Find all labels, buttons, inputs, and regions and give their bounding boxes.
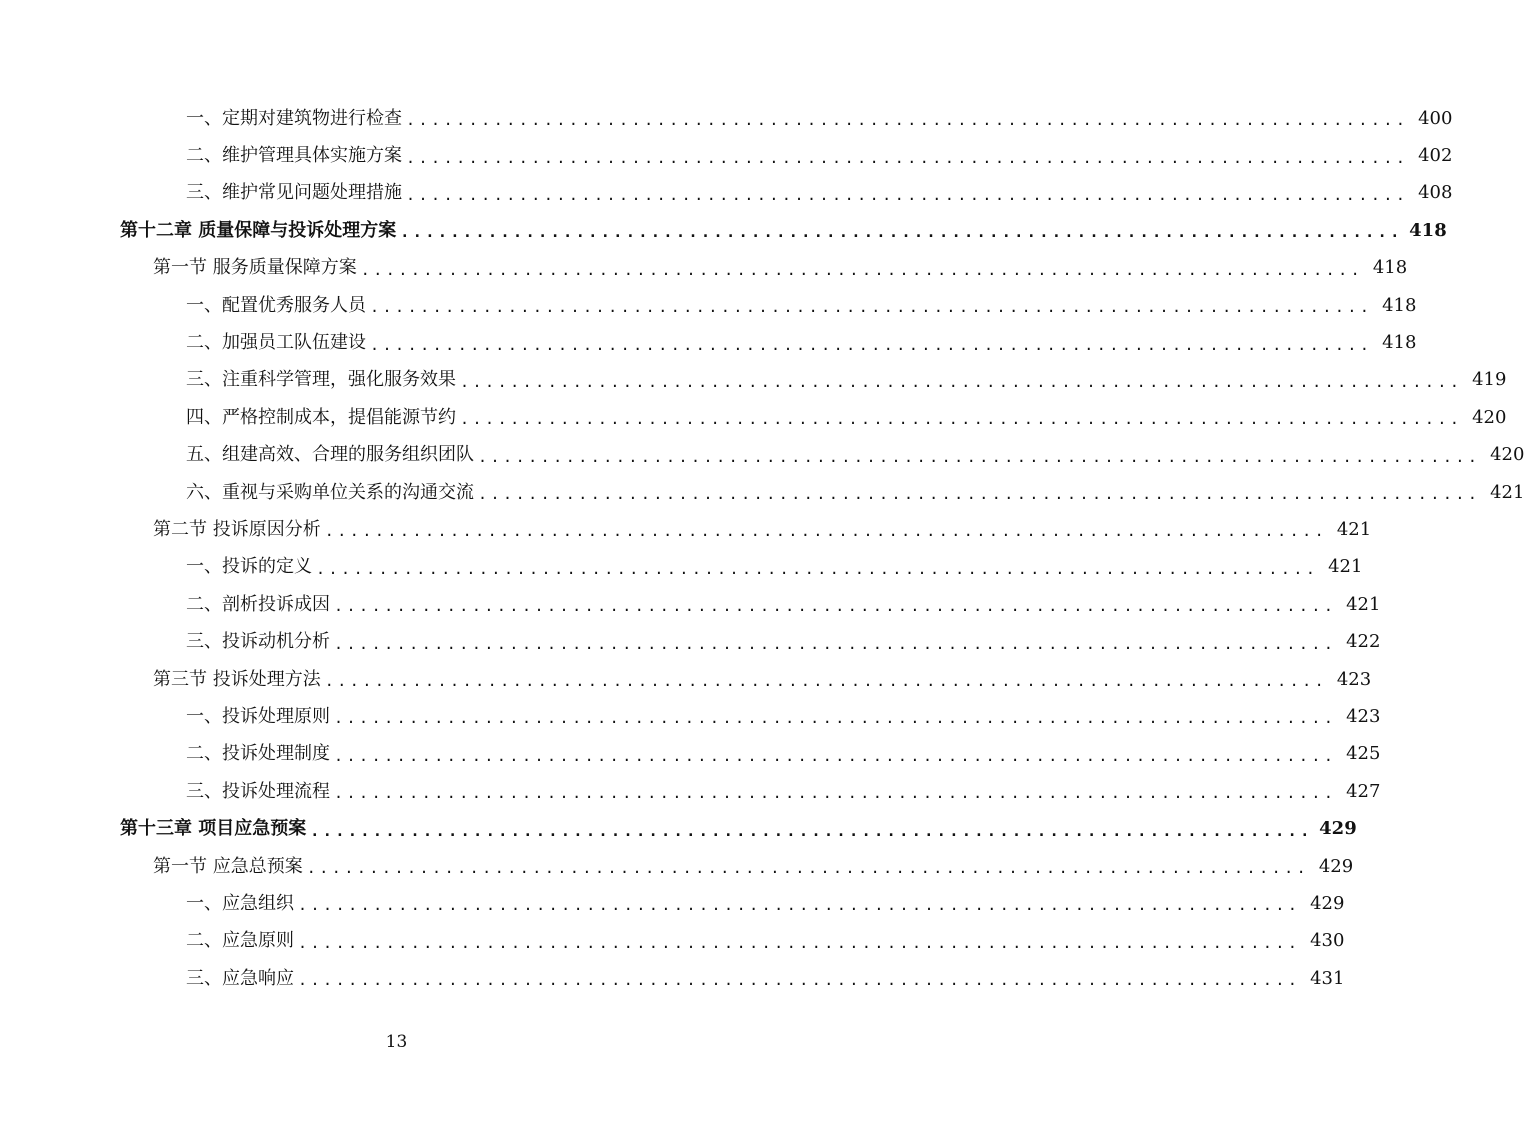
toc-subsection-entry[interactable] [0, 885, 1345, 922]
toc-subsection-entry[interactable] [0, 137, 1453, 174]
toc-dot-leader: ................................................................................ [334, 784, 1337, 803]
toc-subsection-entry[interactable] [0, 437, 1524, 474]
toc-dot-leader: ................................................................................ [370, 298, 1373, 317]
toc-dot-leader: ................................................................................ [334, 597, 1337, 616]
toc-subsection-entry[interactable] [0, 736, 1381, 773]
toc-entry-page: 420 [1490, 444, 1524, 466]
toc-entry-title: 二、加强员工队伍建设 [186, 332, 366, 354]
toc-entry-page: 400 [1418, 107, 1453, 129]
toc-entry-title: 一、投诉处理原则 [186, 705, 330, 727]
toc-entry-title: 二、应急原则 [186, 930, 294, 952]
toc-entry-page: 429 [1318, 855, 1354, 877]
toc-subsection-entry[interactable] [0, 100, 1453, 137]
toc-entry-page: 429 [1310, 892, 1345, 914]
toc-entry-title: 一、应急组织 [186, 892, 294, 914]
toc-entry-page: 408 [1418, 182, 1453, 204]
toc-subsection-entry[interactable] [0, 623, 1381, 660]
toc-entry-title: 三、注重科学管理，强化服务效果 [186, 369, 456, 391]
toc-dot-leader: ................................................................................ [460, 410, 1463, 429]
toc-chapter-entry[interactable] [0, 212, 1447, 249]
toc-dot-leader: ................................................................................ [334, 746, 1337, 765]
toc-dot-leader: ................................................................................ [406, 185, 1409, 204]
toc-entry-page: 402 [1418, 145, 1453, 167]
toc-subsection-entry[interactable] [0, 287, 1417, 324]
toc-dot-leader: ................................................................................ [478, 447, 1481, 466]
toc-entry-title: 二、维护管理具体实施方案 [186, 145, 402, 167]
toc-section-entry[interactable] [0, 511, 1372, 548]
toc-dot-leader: ................................................................................ [298, 971, 1301, 990]
toc-entry-title: 第二节 投诉原因分析 [153, 518, 321, 540]
toc-entry-title: 三、应急响应 [186, 967, 294, 989]
toc-entry-title: 六、重视与采购单位关系的沟通交流 [186, 481, 474, 503]
toc-entry-title: 四、严格控制成本，提倡能源节约 [186, 406, 456, 428]
toc-subsection-entry[interactable] [0, 362, 1507, 399]
toc-entry-title: 第一节 服务质量保障方案 [153, 257, 357, 279]
toc-entry-title: 五、组建高效、合理的服务组织团队 [186, 444, 474, 466]
toc-dot-leader: ................................................................................ [306, 859, 1310, 877]
toc-entry-page: 421 [1336, 518, 1372, 540]
toc-entry-page: 423 [1336, 668, 1372, 690]
toc-subsection-entry[interactable] [0, 586, 1381, 623]
toc-section-entry[interactable] [0, 848, 1354, 885]
toc-dot-leader: ................................................................................ [406, 148, 1409, 167]
toc-subsection-entry[interactable] [0, 773, 1381, 810]
toc-dot-leader: ................................................................................ [324, 672, 1328, 691]
toc-entry-title: 一、配置优秀服务人员 [186, 294, 366, 316]
table-of-contents [0, 100, 1524, 997]
toc-entry-page: 420 [1472, 406, 1507, 428]
toc-entry-page: 430 [1310, 930, 1345, 952]
toc-subsection-entry[interactable] [0, 175, 1453, 212]
toc-entry-title: 三、投诉动机分析 [186, 631, 330, 653]
toc-subsection-entry[interactable] [0, 698, 1381, 735]
toc-entry-page: 421 [1490, 481, 1524, 503]
toc-dot-leader: ................................................................................ [478, 485, 1481, 504]
toc-entry-title: 第十二章 质量保障与投诉处理方案 [120, 219, 397, 241]
toc-entry-page: 418 [1409, 219, 1447, 241]
toc-entry-page: 425 [1346, 743, 1381, 765]
toc-dot-leader: ................................................................................ [370, 335, 1373, 354]
toc-dot-leader: ................................................................................ [334, 709, 1337, 728]
toc-dot-leader: ................................................................................ [310, 821, 1313, 840]
toc-entry-title: 一、定期对建筑物进行检查 [186, 107, 402, 129]
toc-subsection-entry[interactable] [0, 399, 1507, 436]
toc-dot-leader: ................................................................................ [360, 260, 1364, 279]
toc-dot-leader: ................................................................................ [298, 896, 1301, 915]
toc-entry-page: 421 [1346, 593, 1381, 615]
toc-dot-leader: ................................................................................ [406, 111, 1409, 130]
toc-dot-leader: ................................................................................ [298, 933, 1301, 952]
toc-dot-leader: ................................................................................ [316, 559, 1319, 578]
toc-entry-title: 二、剖析投诉成因 [186, 593, 330, 615]
toc-dot-leader: ................................................................................ [324, 522, 1328, 541]
page-number: 13 [385, 1032, 408, 1052]
toc-dot-leader: ................................................................................ [334, 634, 1337, 653]
toc-entry-page: 431 [1310, 967, 1345, 989]
toc-subsection-entry[interactable] [0, 549, 1363, 586]
toc-entry-title: 第一节 应急总预案 [153, 855, 303, 877]
toc-entry-page: 429 [1319, 818, 1357, 840]
toc-entry-page: 423 [1346, 705, 1381, 727]
toc-subsection-entry[interactable] [0, 474, 1524, 511]
toc-chapter-entry[interactable] [0, 810, 1357, 847]
toc-entry-page: 427 [1346, 780, 1381, 802]
toc-section-entry[interactable] [0, 250, 1408, 287]
toc-entry-page: 418 [1382, 294, 1417, 316]
toc-subsection-entry[interactable] [0, 324, 1417, 361]
toc-dot-leader: ................................................................................ [400, 223, 1403, 242]
toc-entry-title: 第三节 投诉处理方法 [153, 668, 321, 690]
toc-dot-leader: ................................................................................ [460, 372, 1463, 391]
toc-entry-title: 二、投诉处理制度 [186, 743, 330, 765]
toc-entry-page: 421 [1328, 556, 1363, 578]
toc-entry-title: 第十三章 项目应急预案 [120, 818, 307, 840]
toc-entry-page: 418 [1382, 332, 1417, 354]
toc-entry-title: 三、投诉处理流程 [186, 780, 330, 802]
toc-subsection-entry[interactable] [0, 960, 1345, 997]
toc-entry-page: 422 [1346, 631, 1381, 653]
toc-entry-title: 三、维护常见问题处理措施 [186, 182, 402, 204]
toc-entry-title: 一、投诉的定义 [186, 556, 312, 578]
toc-entry-page: 418 [1372, 257, 1408, 279]
toc-entry-page: 419 [1472, 369, 1507, 391]
toc-subsection-entry[interactable] [0, 923, 1345, 960]
toc-section-entry[interactable] [0, 661, 1372, 698]
